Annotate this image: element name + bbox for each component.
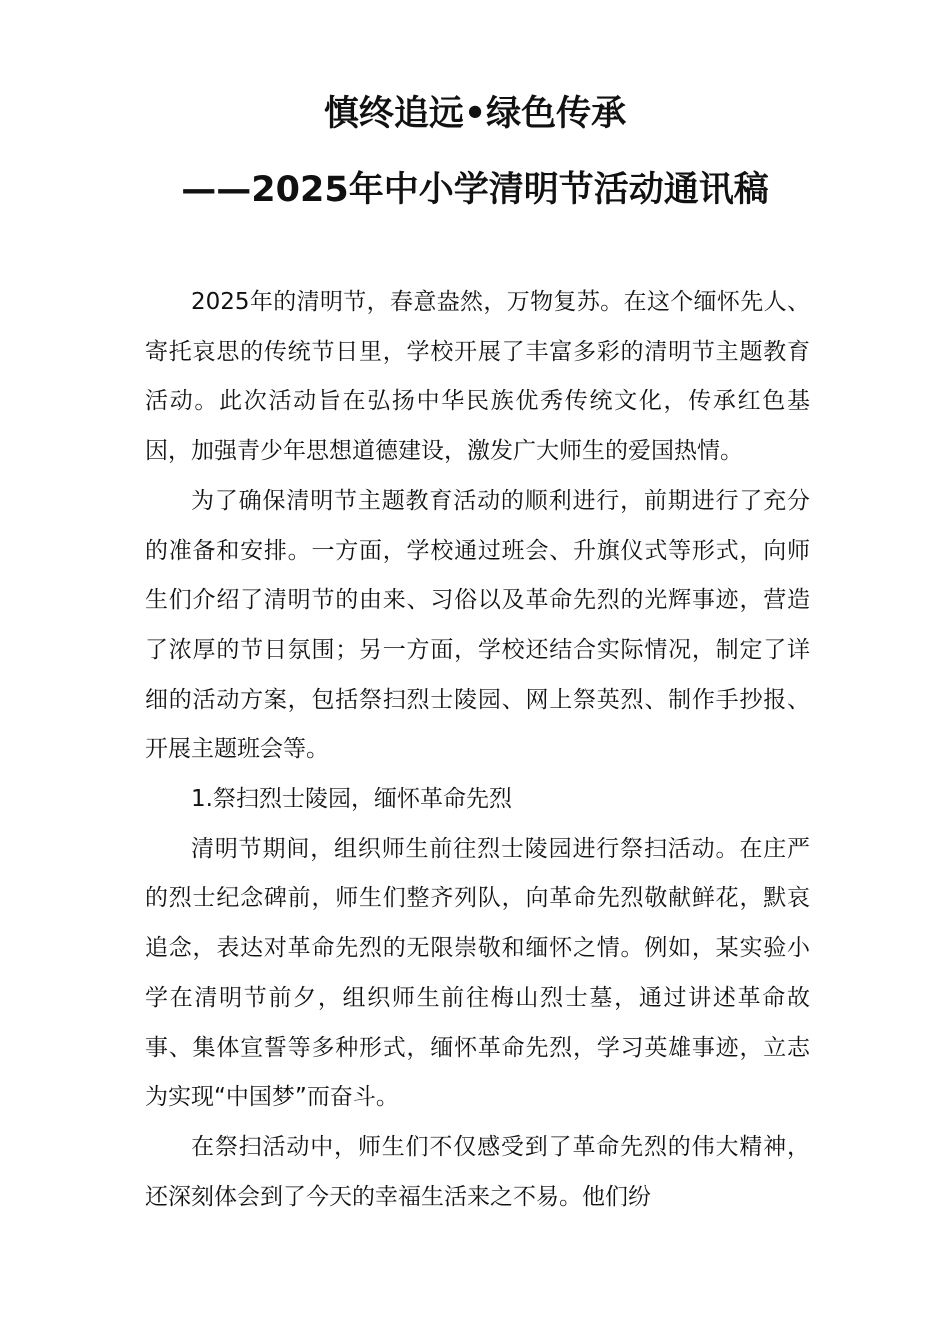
paragraph-preparation: 为了确保清明节主题教育活动的顺利进行，前期进行了充分的准备和安排。一方面，学校通过班会、升旗仪式等形式，向师生们介绍了清明节的由来、习俗以及革命先烈的光辉事迹，营造了浓厚的节日氛围；另一方面，学校还结合实际情况，制定了详细的活动方案，包括祭扫烈士陵园、网上祭英烈、制作手抄报、开展主题班会等。 bbox=[145, 487, 810, 763]
document-body bbox=[145, 278, 810, 1222]
paragraph-reflection: 在祭扫活动中，师生们不仅感受到了革命先烈的伟大精神，还深刻体会到了今天的幸福生活来之不易。他们纷 bbox=[145, 1133, 810, 1210]
section-heading: 1.祭扫烈士陵园，缅怀革命先烈 bbox=[191, 786, 512, 813]
paragraph-intro: 2025年的清明节，春意盎然，万物复苏。在这个缅怀先人、寄托哀思的传统节日里，学校开展了丰富多彩的清明节主题教育活动。此次活动旨在弘扬中华民族优秀传统文化，传承红色基因，加强青少年思想道德建设，激发广大师生的爱国热情。 bbox=[145, 289, 810, 465]
paragraph-tomb-sweeping: 清明节期间，组织师生前往烈士陵园进行祭扫活动。在庄严的烈士纪念碑前，师生们整齐列队，向革命先烈敬献鲜花，默哀追念，表达对革命先烈的无限崇敬和缅怀之情。例如，某实验小学在清明节前夕，组织师生前往梅山烈士墓，通过讲述革命故事、集体宣誓等多种形式，缅怀革命先烈，学习英雄事迹，立志为实现“中国梦”而奋斗。 bbox=[145, 835, 810, 1111]
document-title: 慎终追远•绿色传承 bbox=[323, 94, 627, 134]
document-subtitle: ——2025年中小学清明节活动通讯稿 bbox=[181, 170, 769, 210]
